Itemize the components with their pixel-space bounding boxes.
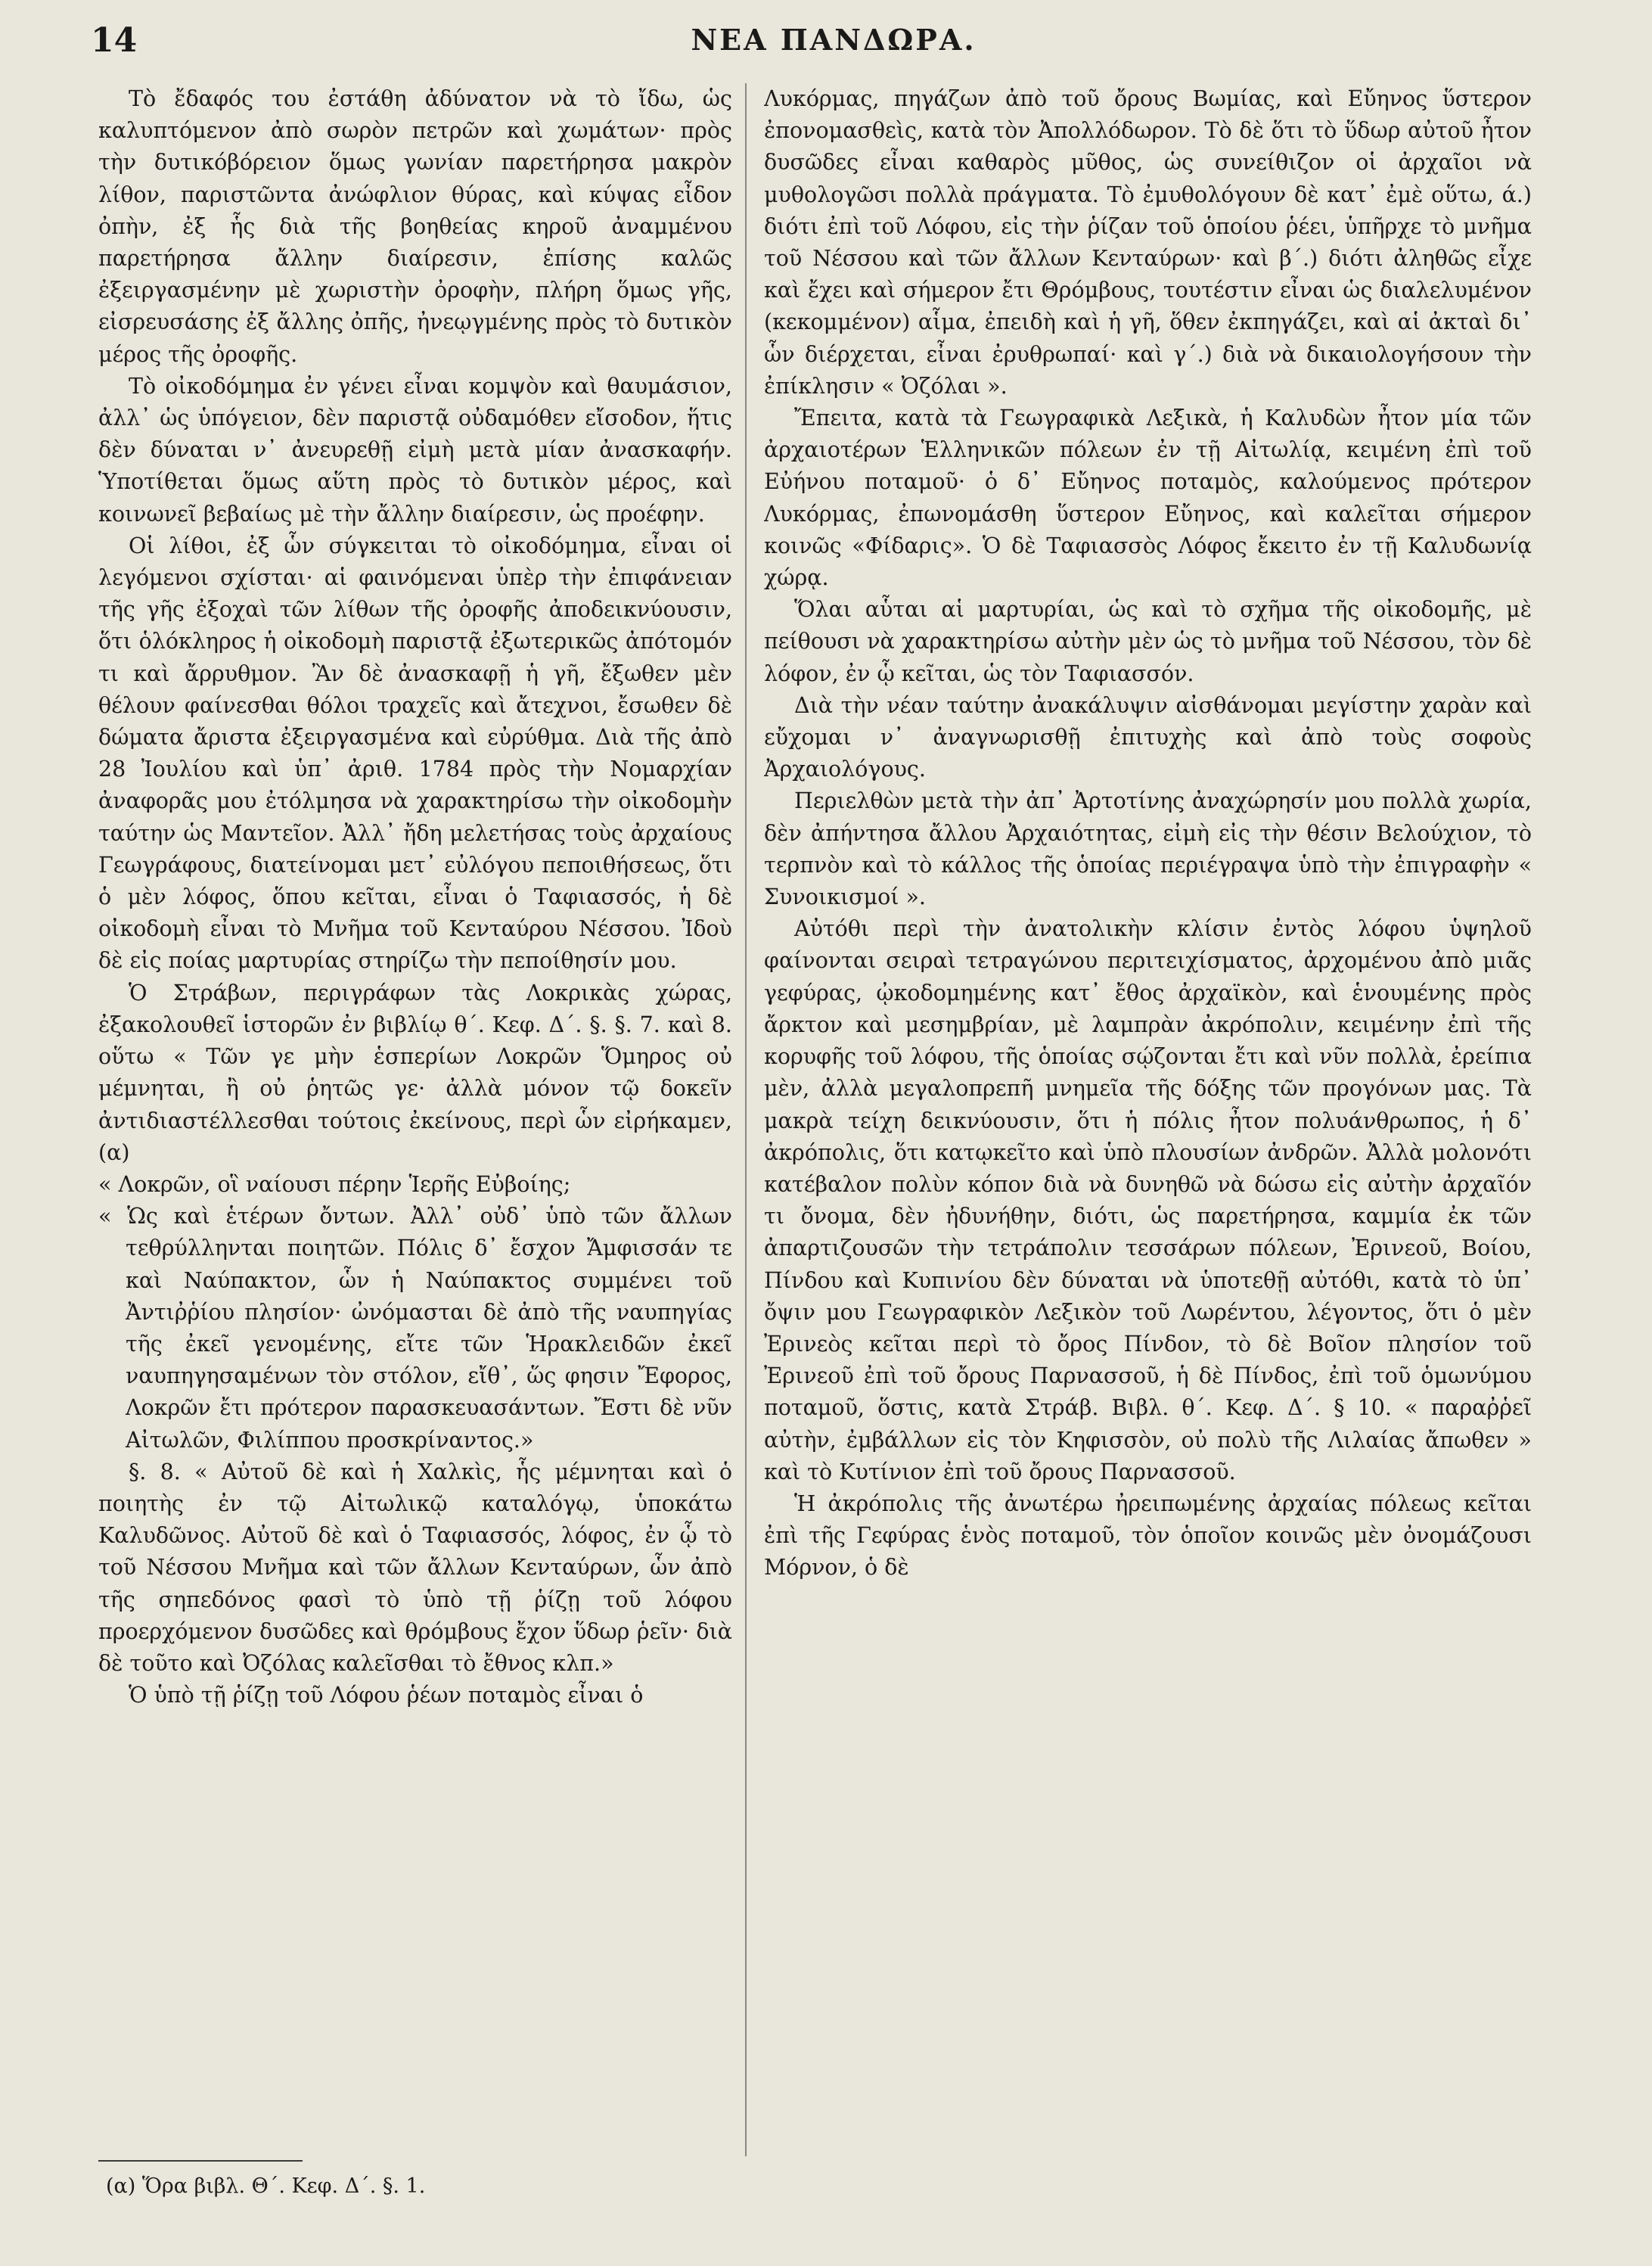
page-header — [91, 21, 1576, 82]
paragraph: Διὰ τὴν νέαν ταύτην ἀνακάλυψιν αἰσθάνομαι μεγίστην χαρὰν καὶ εὔχομαι ν᾿ ἀναγνωρισθῇ ἐπιτυχὴς καὶ ἀπὸ τοὺς σοφοὺς Ἀρχαιολόγους. — [764, 692, 1532, 782]
paragraph: Λυκόρμας, πηγάζων ἀπὸ τοῦ ὄρους Βωμίας, καὶ Εὔηνος ὕστερον ἐπονομασθεὶς, κατὰ τὸν Ἀπολλόδωρον. Τὸ δὲ ὅτι τὸ ὕδωρ αὐτοῦ ἦτον δυσῶδες εἶναι καθαρὸς μῦθος, ὡς συνείθιζον οἱ ἀρχαῖοι νὰ μυθολογῶσι πολλὰ πράγματα. Τὸ ἐμυθολόγουν δὲ κατ᾿ ἐμὲ οὕτω, ά.) διότι ἐπὶ τοῦ Λόφου, εἰς τὴν ῥίζαν τοῦ ὁποίου ῥέει, ὑπῆρχε τὸ μνῆμα τοῦ Νέσσου καὶ τῶν ἄλλων Κενταύρων· καὶ β΄.) διότι ἀληθῶς εἶχε καὶ ἔχει καὶ σήμερον ἔτι Θρόμβους, τουτέστιν εἶναι ὡς διαλελυμένον (κεκομμένον) αἷμα, ἐπειδὴ καὶ ἡ γῆ, ὅθεν ἐκπηγάζει, καὶ αἱ ἀκταὶ δι᾿ ὧν διέρχεται, εἶναι ἐρυθρωπαί· καὶ γ΄.) διὰ νὰ δικαιολογήσουν τὴν ἐπίκλησιν « Ὀζόλαι ». — [764, 86, 1532, 399]
text-columns — [98, 83, 1566, 2156]
paragraph: Τὸ ἔδαφός του ἐστάθη ἀδύνατον νὰ τὸ ἴδω, ὡς καλυπτόμενον ἀπὸ σωρὸν πετρῶν καὶ χωμάτων· πρὸς τὴν δυτικόβόρειον ὅμως γωνίαν παρετήρησα μακρὸν λίθον, παριστῶντα ἀνώφλιον θύρας, καὶ κύψας εἶδον ὀπὴν, ἐξ ἧς διὰ τῆς βοηθείας κηροῦ ἀναμμένου παρετήρησα ἄλλην διαίρεσιν, ἐπίσης καλῶς ἐξειργασμένην μὲ χωριστὴν ὀροφὴν, πλήρη ὅμως γῆς, εἰσρευσάσης ἐξ ἄλλης ὀπῆς, ἠνεῳγμένης πρὸς τὸ δυτικὸν μέρος τῆς ὀροφῆς. — [98, 86, 732, 367]
left-column — [98, 83, 732, 2156]
paragraph: Περιελθὼν μετὰ τὴν ἀπ᾿ Ἀρτοτίνης ἀναχώρησίν μου πολλὰ χωρία, δὲν ἀπήντησα ἄλλου Ἀρχαιότητας, εἰμὴ εἰς τὴν θέσιν Βελούχιον, τὸ τερπνὸν καὶ τὸ κάλλος τῆς ὁποίας περιέγραψα ὑπὸ τὴν ἐπιγραφὴν « Συνοικισμοί ». — [764, 788, 1532, 910]
quotation-block: « Ὡς καὶ ἑτέρων ὄντων. Ἀλλ᾿ οὐδ᾿ ὑπὸ τῶν ἄλλων τεθρύλληνται ποιητῶν. Πόλις δ᾿ ἔσχον Ἄμφισσάν τε καὶ Ναύπακτον, ὧν ἡ Ναύπακτος συμμένει τοῦ Ἀντιῤῥίου πλησίον· ὠνόμασται δὲ ἀπὸ τῆς ναυπηγίας τῆς ἐκεῖ γενομένης, εἴτε τῶν Ἡρακλειδῶν ἐκεῖ ναυπηγησαμένων τὸν στόλον, εἴθ᾿, ὥς φησιν Ἔφορος, Λοκρῶν ἔτι πρότερον παρασκευασάντων. Ἔστι δὲ νῦν Αἰτωλῶν, Φιλίππου προσκρίναντος.» — [98, 1204, 732, 1453]
paragraph: Ὁ ὑπὸ τῇ ῥίζῃ τοῦ Λόφου ῥέων ποταμὸς εἶναι ὁ — [129, 1683, 644, 1708]
column-divider — [745, 83, 747, 2156]
paragraph: Ἔπειτα, κατὰ τὰ Γεωγραφικὰ Λεξικὰ, ἡ Καλυδὼν ἦτον μία τῶν ἀρχαιοτέρων Ἑλληνικῶν πόλεων ἐν τῇ Αἰτωλίᾳ, κειμένη ἐπὶ τοῦ Εὐήνου ποταμοῦ· ὁ δ᾿ Εὔηνος ποταμὸς, καλούμενος πρότερον Λυκόρμας, ἐπωνομάσθη ὕστερον Εὔηνος, καὶ καλεῖται σήμερον κοινῶς «Φίδαρις». Ὁ δὲ Ταφιασσὸς Λόφος ἔκειτο ἐν τῇ Καλυδωνίᾳ χώρᾳ. — [764, 406, 1532, 591]
running-title: ΝΕΑ ΠΑΝΔΩΡΑ. — [691, 23, 977, 57]
paragraph: Ἡ ἀκρόπολις τῆς ἀνωτέρω ἠρειπωμένης ἀρχαίας πόλεως κεῖται ἐπὶ τῆς Γεφύρας ἑνὸς ποταμοῦ, τὸν ὁποῖον κοινῶς μὲν ὀνομάζουσι Μόρνον, ὁ δὲ — [764, 1490, 1532, 1581]
paragraph: Ὅλαι αὗται αἱ μαρτυρίαι, ὡς καὶ τὸ σχῆμα τῆς οἰκοδομῆς, μὲ πείθουσι νὰ χαρακτηρίσω αὐτὴν μὲν ὡς τὸ μνῆμα τοῦ Νέσσου, τὸν δὲ λόφον, ἐν ᾧ κεῖται, ὡς τὸν Ταφιασσόν. — [764, 597, 1532, 686]
footnote-divider — [98, 2160, 303, 2162]
quotation-line: « Λοκρῶν, οἳ ναίουσι πέρην Ἱερῆς Εὐβοίης; — [98, 1171, 571, 1197]
paragraph: Ὁ Στράβων, περιγράφων τὰς Λοκρικὰς χώρας, ἐξακολουθεῖ ἱστορῶν ἐν βιβλίῳ θ΄. Κεφ. Δ΄. §. §. 7. καὶ 8. οὕτω « Τῶν γε μὴν ἑσπερίων Λοκρῶν Ὅμηρος οὐ μέμνηται, ἢ οὐ ῥητῶς γε· ἀλλὰ μόνον τῷ δοκεῖν ἀντιδιαστέλλεσθαι τούτοις ἐκείνους, περὶ ὧν εἰρήκαμεν, (α) — [98, 980, 732, 1165]
paragraph: Τὸ οἰκοδόμημα ἐν γένει εἶναι κομψὸν καὶ θαυμάσιον, ἀλλ᾿ ὡς ὑπόγειον, δὲν παριστᾷ οὐδαμόθεν εἴσοδον, ἥτις δὲν δύναται ν᾿ ἀνευρεθῇ εἰμὴ μετὰ μίαν ἀνασκαφήν. Ὑποτίθεται ὅμως αὕτη πρὸς τὸ δυτικὸν μέρος, καὶ κοινωνεῖ βεβαίως μὲ τὴν ἄλλην διαίρεσιν, ὡς προέφην. — [98, 373, 732, 527]
footnote: (α) Ὅρα βιβλ. Θ΄. Κεφ. Δ΄. §. 1. — [106, 2174, 426, 2198]
paragraph: Οἱ λίθοι, ἐξ ὧν σύγκειται τὸ οἰκοδόμημα, εἶναι οἱ λεγόμενοι σχίσται· αἱ φαινόμεναι ὑπὲρ τὴν ἐπιφάνειαν τῆς γῆς ἐξοχαὶ τῶν λίθων τῆς ὀροφῆς ἀποδεικνύουσιν, ὅτι ὁλόκληρος ἡ οἰκοδομὴ παριστᾷ ἐξωτερικῶς ἀπότομόν τι καὶ ἄρρυθμον. Ἂν δὲ ἀνασκαφῇ ἡ γῆ, ἔξωθεν μὲν θέλουν φαίνεσθαι θόλοι τραχεῖς καὶ ἄτεχνοι, ἔσωθεν δὲ δώματα ἄριστα ἐξειργασμένα καὶ εὐρύθμα. Διὰ τῆς ἀπὸ 28 Ἰουλίου καὶ ὑπ᾿ ἀριθ. 1784 πρὸς τὴν Νομαρχίαν ἀναφορᾶς μου ἐτόλμησα νὰ χαρακτηρίσω τὴν οἰκοδομὴν ταύτην ὡς Μαντεῖον. Ἀλλ᾿ ἤδη μελετήσας τοὺς ἀρχαίους Γεωγράφους, διατείνομαι μετ᾿ εὐλόγου πεποιθήσεως, ὅτι ὁ μὲν λόφος, ὅπου κεῖται, εἶναι ὁ Ταφιασσός, ἡ δὲ οἰκοδομὴ εἶναι τὸ Μνῆμα τοῦ Κενταύρου Νέσσου. Ἰδοὺ δὲ εἰς ποίας μαρτυρίας στηρίζω τὴν πεποίθησίν μου. — [98, 533, 732, 974]
quotation-block: §. 8. « Αὐτοῦ δὲ καὶ ἡ Χαλκὶς, ἧς μέμνηται καὶ ὁ ποιητὴς ἐν τῷ Αἰτωλικῷ καταλόγῳ, ὑποκάτω Καλυδῶνος. Αὐτοῦ δὲ καὶ ὁ Ταφιασσός, λόφος, ἐν ᾧ τὸ τοῦ Νέσσου Μνῆμα καὶ τῶν ἄλλων Κενταύρων, ὧν ἀπὸ τῆς σηπεδόνος φασὶ τὸ ὑπὸ τῇ ῥίζῃ τοῦ λόφου προερχόμενον δυσῶδες καὶ θρόμβους ἔχον ὕδωρ ῥεῖν· διὰ δὲ τοῦτο καὶ Ὀζόλας καλεῖσθαι τὸ ἔθνος κλπ.» — [98, 1459, 732, 1676]
right-column — [764, 83, 1532, 2156]
page-number: 14 — [91, 21, 138, 60]
paragraph: Αὐτόθι περὶ τὴν ἀνατολικὴν κλίσιν ἐντὸς λόφου ὑψηλοῦ φαίνονται σειραὶ τετραγώνου περιτειχίσματος, ἀρχομένου ἀπὸ μιᾶς γεφύρας, ᾠκοδομημένης κατ᾿ ἔθος ἀρχαϊκὸν, καὶ ἑνουμένης πρὸς ἄρκτον καὶ μεσημβρίαν, μὲ λαμπρὰν ἀκρόπολιν, κειμένην ἐπὶ τῆς κορυφῆς τοῦ λόφου, τῆς ὁποίας σῴζονται ἔτι καὶ νῦν πολλὰ, ἐρείπια μὲν, ἀλλὰ μεγαλοπρεπῆ μνημεῖα τῆς δόξης τῶν προγόνων μας. Τὰ μακρὰ τείχη δεικνύουσιν, ὅτι ἡ πόλις ἦτον πολυάνθρωπος, ἡ δ᾿ ἀκρόπολις, ὅτι κατῳκεῖτο καὶ ὑπὸ πλουσίων ἀνδρῶν. Ἀλλὰ μολονότι κατέβαλον πολὺν κόπον διὰ νὰ δυνηθῶ νὰ δώσω εἰς αὐτὴν ἀρχαῖόν τι ὄνομα, δὲν ἠδυνήθην, διότι, ὡς παρετήρησα, καμμία ἐκ τῶν ἀπαρτιζουσῶν τὴν τετράπολιν τεσσάρων πόλεων, Ἐρινεοῦ, Βοίου, Πίνδου καὶ Κυπινίου δὲν δύναται νὰ ὑποτεθῇ αὐτόθι, κατὰ τὸ ὑπ᾿ ὄψιν μου Γεωγραφικὸν Λεξικὸν τοῦ Λωρέντου, λέγοντος, ὅτι ὁ μὲν Ἐρινεὸς κεῖται περὶ τὸ ὄρος Πίνδον, τὸ δὲ Βοῖον πλησίον τοῦ Ἐρινεοῦ ἐπὶ τοῦ ὄρους Παρνασσοῦ, ἡ δὲ Πίνδος, ἐπὶ τοῦ ὁμωνύμου ποταμοῦ, ὅστις, κατὰ Στράβ. Βιβλ. θ΄. Κεφ. Δ΄. § 10. « παραῤῥεῖ αὐτὴν, ἐμβάλλων εἰς τὸν Κηφισσὸν, οὐ πολὺ τῆς Λιλαίας ἄπωθεν » καὶ τὸ Κυτίνιον ἐπὶ τοῦ ὄρους Παρνασσοῦ. — [764, 916, 1532, 1484]
